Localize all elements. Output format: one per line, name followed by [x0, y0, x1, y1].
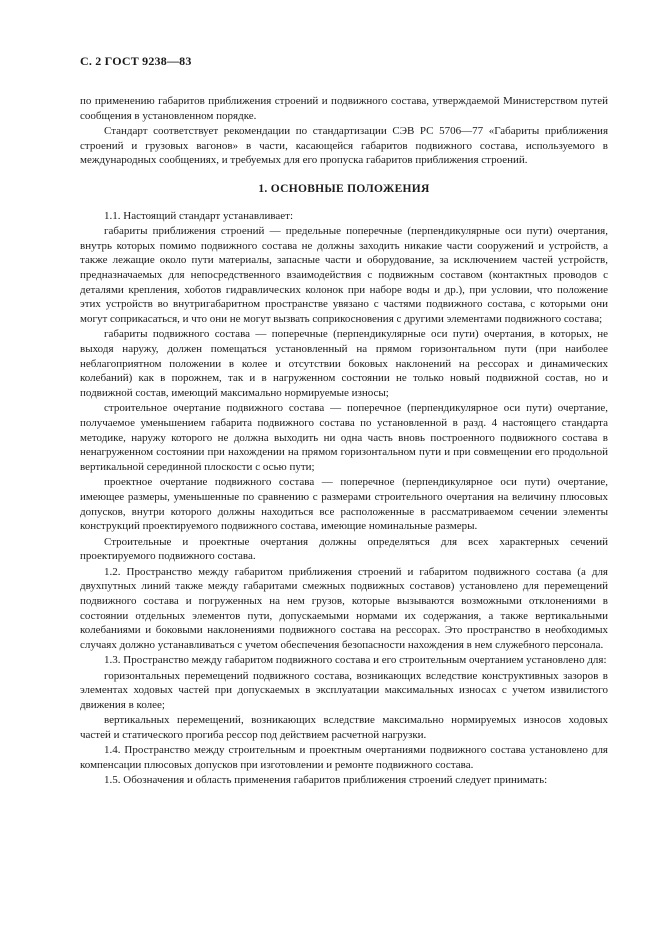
clause-1-3-horizontal: горизонтальных перемещений подвижного состава, возникающих вследствие конструктивных зазоров в элементах ходовых частей при допускаемых в эксплуатации максимальных износах с учетом извилистого движения в колее; [80, 669, 608, 711]
clause-1-3-vertical: вертикальных перемещений, возникающих вследствие максимально нормируемых износов ходовых частей и статического прогиба рессор под действием расчетной нагрузки. [80, 714, 608, 741]
clause-1-2: 1.2. Пространство между габаритом приближения строений и габаритом подвижного состава (а для двухпутных линий также между габаритами смежных подвижных составов) установлено для перемещений подвижного состава и погруженных на нем грузов, которые вызываются возможными отклонениями в состоянии отдельных элементов пути, допускаемыми нормами их содержания, а также вертикальными колебаниями и боковыми наклонениями подвижного состава на рессорах. Это пространство в необходимых случаях должно устанавливаться с учетом обеспечения безопасности нахождения в нем служебного персонала. [80, 565, 608, 652]
intro-paragraph-2: Стандарт соответствует рекомендации по стандартизации СЭВ РС 5706—77 «Габариты приближения строений и грузовых вагонов» в части, касающейся габаритов подвижного состава, используемого в международных сообщениях, и требуемых для его пропуска габаритов приближения строений. [80, 124, 608, 167]
page-header: С. 2 ГОСТ 9238—83 [80, 54, 192, 68]
intro-paragraph-1: по применению габаритов приближения строений и подвижного состава, утверждаемой Министерством путей сообщения в установленном порядке. [80, 95, 608, 122]
outline-note: Строительные и проектные очертания должны определяться для всех характерных сечений проектируемого подвижного состава. [80, 535, 608, 563]
clause-1-5: 1.5. Обозначения и область применения габаритов приближения строений следует принимать: [104, 773, 548, 786]
clause-1-4: 1.4. Пространство между строительным и проектным очертаниями подвижного состава установлено для компенсации плюсовых допусков при изготовлении и ремонте подвижного состава. [80, 744, 608, 771]
clause-1-1: 1.1. Настоящий стандарт устанавливает: [104, 209, 294, 222]
definition-structure-gauge: габариты приближения строений — предельные поперечные (перпендикулярные оси пути) очертания, внутрь которых помимо подвижного состава не должны заходить никакие части сооружений и устройств, а также лежащие около пути материалы, запасные части и оборудование, за исключением частей устройств, предназначаемых для непосредственного взаимодействия с подвижным составом (контактных проводов с деталями крепления, хоботов гидравлических колонок при наборе воды и др.), при условии, что положение этих устройств во внутригабаритном пространстве увязано с частями подвижного состава, с которыми они могут соприкасаться, и что они не могут вызвать соприкосновения с другими элементами подвижного состава; [80, 224, 608, 326]
page-body [80, 94, 608, 788]
definition-rolling-stock-gauge: габариты подвижного состава — поперечные (перпендикулярные оси пути) очертания, в которых, не выходя наружу, должен помещаться установленный на прямом горизонтальном пути (при наиболее неблагоприятном положении в колее и отсутствии боковых наклонений на рессорах и динамических колебаний) как в порожнем, так и в нагруженном состоянии не только новый подвижной состав, но и подвижной состав, имеющий максимально нормируемые износы; [80, 328, 608, 400]
section-title: 1. ОСНОВНЫЕ ПОЛОЖЕНИЯ [258, 183, 430, 196]
definition-design-outline: проектное очертание подвижного состава — поперечное (перпендикулярное оси пути) очертание, имеющее размеры, уменьшенные по сравнению с размерами строительного очертания на величину плюсовых допусков, внутри которого должны находиться все расположенные в рассматриваемом сечении элементы конструкций проектируемого подвижного состава, имеющие номинальные размеры. [80, 476, 608, 533]
definition-construction-outline: строительное очертание подвижного состава — поперечное (перпендикулярное оси пути) очертание, получаемое уменьшением габарита подвижного состава по установленной в разд. 4 настоящего стандарта методике, наружу которого не должна выходить ни одна часть вновь построенного подвижного состава в ненагруженном состоянии при нахождении на прямом горизонтальном пути и при совмещении его продольной вертикальной серединной плоскости с осью пути; [80, 402, 608, 474]
clause-1-3: 1.3. Пространство между габаритом подвижного состава и его строительным очертанием установлено для: [104, 654, 607, 667]
